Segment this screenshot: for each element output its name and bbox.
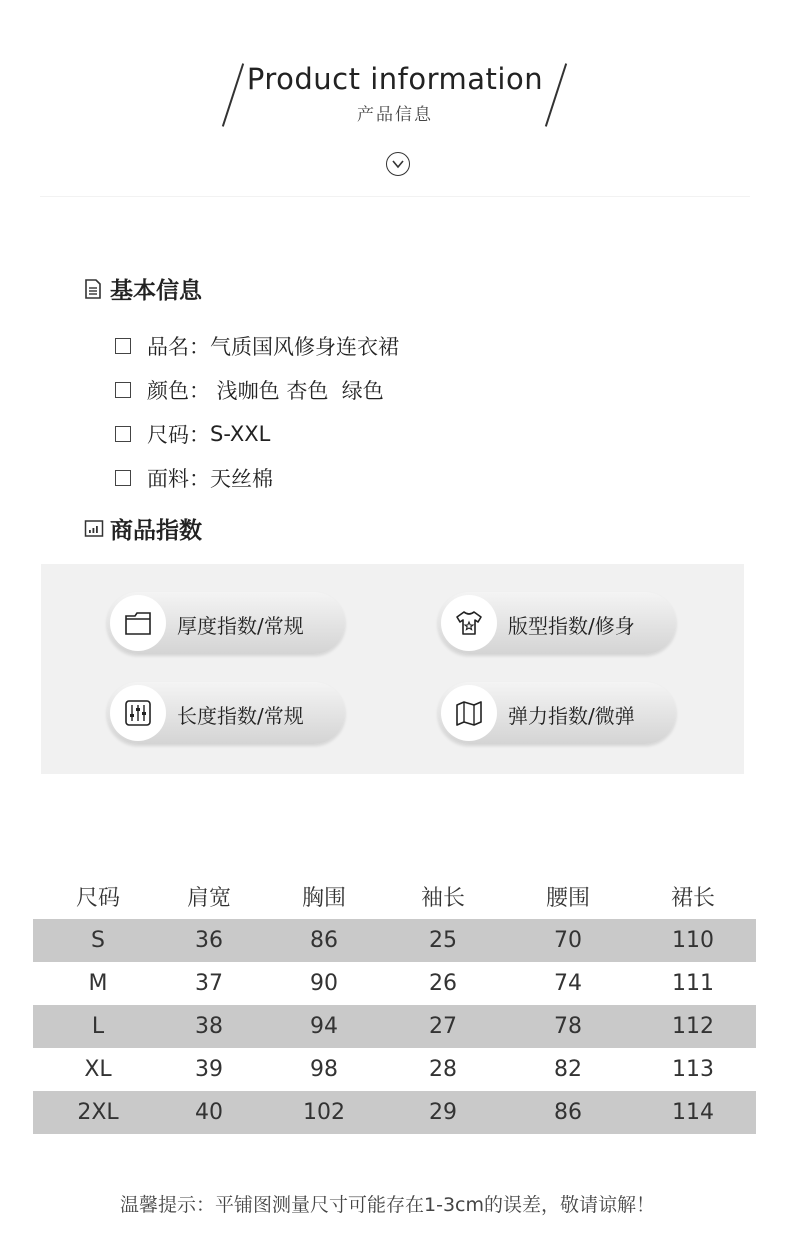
pill-label: 版型指数/修身 [508,614,635,638]
table-cell: 86 [554,1100,582,1125]
info-label: 颜色： [147,379,210,403]
checkbox-square-icon [115,338,131,354]
table-cell: XL [84,1057,112,1082]
info-row-fabric [115,463,273,493]
title-english: Product information [246,62,544,96]
slider-icon [123,698,153,728]
table-row [33,1048,756,1091]
info-label: 尺码： [147,423,210,447]
checkbox-square-icon [115,470,131,486]
checkbox-square-icon [115,382,131,398]
table-header-cell: 肩宽 [186,885,231,911]
table-cell: 112 [672,1014,714,1039]
table-row [33,962,756,1005]
table-row [33,1091,756,1134]
footnote-tip: 温馨提示：平铺图测量尺寸可能存在1-3cm的误差，敬请谅解！ [120,1194,655,1216]
table-cell: 26 [429,971,457,996]
info-row-name [115,331,399,361]
table-cell: 40 [195,1100,223,1125]
header-divider [40,196,750,197]
table-cell: 110 [672,928,714,953]
basic-info-heading [84,272,202,305]
pill-label: 长度指数/常规 [177,704,304,728]
table-cell: 37 [195,971,223,996]
table-cell: 38 [195,1014,223,1039]
info-label: 品名： [147,335,210,359]
table-cell: 113 [672,1057,714,1082]
product-index-panel [41,564,744,774]
table-cell: 74 [554,971,582,996]
table-cell: S [91,928,105,953]
folder-icon [123,608,153,638]
document-icon [84,278,104,300]
table-cell: 36 [195,928,223,953]
table-header-row [33,873,756,919]
table-cell: 111 [672,971,714,996]
size-table [33,873,756,1134]
info-value: S-XXL [210,422,271,446]
product-index-heading-text: 商品指数 [110,518,202,544]
page-header [0,0,790,200]
title-chinese: 产品信息 [357,105,433,125]
table-header-cell: 腰围 [545,885,590,911]
table-header-cell: 裙长 [670,885,715,911]
pill-label: 厚度指数/常规 [177,614,304,638]
table-cell: 94 [310,1014,338,1039]
info-row-size [115,419,270,449]
pill-length [107,682,345,744]
table-cell: 29 [429,1100,457,1125]
tshirt-icon [454,608,484,638]
table-cell: 70 [554,928,582,953]
basic-info-heading-text: 基本信息 [110,278,202,304]
info-value: 浅咖色 杏色 绿色 [210,379,384,403]
table-cell: 114 [672,1100,714,1125]
table-cell: M [88,971,108,996]
product-index-heading [84,512,202,545]
table-row [33,919,756,962]
pill-thickness [107,592,345,654]
pill-label: 弹力指数/微弹 [508,704,635,728]
table-cell: 39 [195,1057,223,1082]
table-cell: 82 [554,1057,582,1082]
table-cell: 25 [429,928,457,953]
checkbox-square-icon [115,426,131,442]
table-cell: 98 [310,1057,338,1082]
pill-elasticity [438,682,676,744]
pill-fit [438,592,676,654]
table-cell: 78 [554,1014,582,1039]
info-value: 气质国风修身连衣裙 [210,335,399,359]
map-icon [454,698,484,728]
table-header-cell: 尺码 [75,885,120,911]
info-label: 面料： [147,467,210,491]
chevron-down-icon [386,152,410,176]
table-header-cell: 袖长 [420,885,465,911]
table-cell: 28 [429,1057,457,1082]
table-cell: 102 [303,1100,345,1125]
table-cell: L [91,1014,105,1039]
table-cell: 86 [310,928,338,953]
table-header-cell: 胸围 [301,885,346,911]
table-cell: 27 [429,1014,457,1039]
bar-chart-icon [84,518,104,540]
info-row-color [115,375,384,405]
table-row [33,1005,756,1048]
table-cell: 2XL [77,1100,119,1125]
table-cell: 90 [310,971,338,996]
info-value: 天丝棉 [210,467,273,491]
